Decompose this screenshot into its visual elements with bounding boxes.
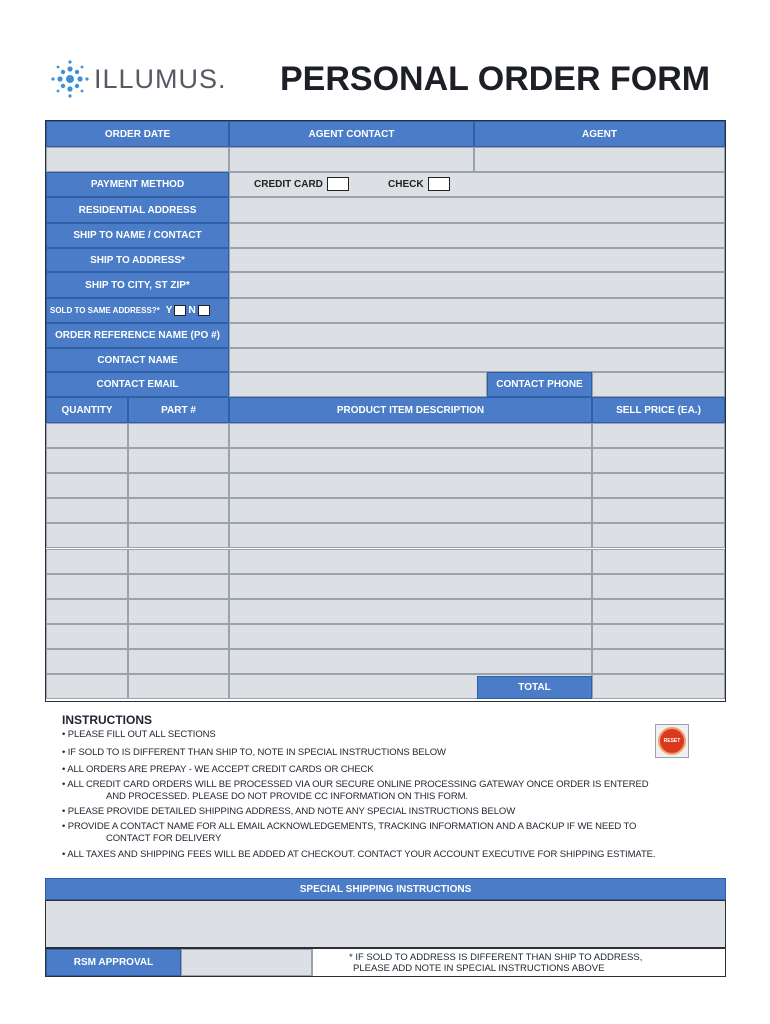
instructions-section: [62, 713, 722, 873]
reset-badge-text: RESET: [663, 738, 681, 744]
description-cell[interactable]: [229, 523, 592, 548]
no-checkbox[interactable]: [198, 305, 210, 316]
instruction-item: • PLEASE PROVIDE DETAILED SHIPPING ADDRESS, AND NOTE ANY SPECIAL INSTRUCTIONS BELOW: [62, 806, 516, 817]
ship-to-address-label: SHIP TO ADDRESS*: [46, 248, 229, 272]
check-checkbox[interactable]: [428, 177, 450, 191]
table-row: [46, 674, 725, 699]
part-number-cell[interactable]: [128, 574, 229, 599]
description-cell[interactable]: [229, 448, 592, 473]
instruction-item-continued: CONTACT FOR DELIVERY: [106, 833, 222, 844]
instruction-item: • ALL CREDIT CARD ORDERS WILL BE PROCESSED VIA OUR SECURE ONLINE PROCESSING GATEWAY ONCE ORDER IS ENTERED: [62, 779, 649, 790]
quantity-cell[interactable]: [46, 549, 128, 574]
order-reference-field[interactable]: [229, 323, 725, 348]
footer-note-line1: * IF SOLD TO ADDRESS IS DIFFERENT THAN SHIP TO ADDRESS,: [349, 952, 643, 963]
special-shipping-field[interactable]: [45, 900, 726, 948]
sold-to-same-text: SOLD TO SAME ADDRESS?*: [50, 306, 160, 315]
quantity-cell[interactable]: [46, 599, 128, 624]
agent-contact-label: AGENT CONTACT: [229, 121, 474, 147]
instruction-item: • IF SOLD TO IS DIFFERENT THAN SHIP TO, NOTE IN SPECIAL INSTRUCTIONS BELOW: [62, 747, 446, 758]
ship-to-city-field[interactable]: [229, 272, 725, 298]
table-row: [46, 624, 725, 649]
sell-price-cell[interactable]: [592, 574, 725, 599]
sell-price-cell[interactable]: [592, 498, 725, 523]
total-label: TOTAL: [477, 676, 592, 699]
brand-logo: [50, 58, 250, 100]
agent-contact-field[interactable]: [229, 147, 474, 172]
contact-email-field[interactable]: [229, 372, 487, 397]
quantity-cell[interactable]: [46, 523, 128, 548]
quantity-header: QUANTITY: [46, 397, 128, 423]
description-cell[interactable]: [229, 498, 592, 523]
instruction-item: • ALL TAXES AND SHIPPING FEES WILL BE ADDED AT CHECKOUT. CONTACT YOUR ACCOUNT EXECUTIVE FOR SHIPPING ESTIMATE.: [62, 849, 656, 860]
order-date-field[interactable]: [46, 147, 229, 172]
check-option[interactable]: [388, 176, 450, 192]
credit-card-option[interactable]: [254, 176, 349, 192]
instruction-item: • PROVIDE A CONTACT NAME FOR ALL EMAIL ACKNOWLEDGEMENTS, TRACKING INFORMATION AND A BACKUP IF WE NEED TO: [62, 821, 637, 832]
part-number-cell[interactable]: [128, 624, 229, 649]
quantity-cell[interactable]: [46, 473, 128, 498]
part-number-cell[interactable]: [128, 599, 229, 624]
check-label: CHECK: [388, 178, 424, 190]
table-row: [46, 523, 725, 548]
ship-to-name-field[interactable]: [229, 223, 725, 248]
table-row: [46, 498, 725, 523]
table-row: [46, 574, 725, 599]
rsm-approval-field[interactable]: [181, 949, 312, 976]
description-header: PRODUCT ITEM DESCRIPTION: [229, 397, 592, 423]
description-cell[interactable]: [229, 423, 592, 448]
reset-button[interactable]: [655, 724, 689, 758]
sell-price-cell[interactable]: [592, 423, 725, 448]
order-reference-label: ORDER REFERENCE NAME (PO #): [46, 323, 229, 348]
logo-dots-icon: [50, 59, 90, 99]
table-row: [46, 549, 725, 574]
quantity-cell[interactable]: [46, 574, 128, 599]
sell-price-cell[interactable]: [592, 549, 725, 574]
special-shipping-label: SPECIAL SHIPPING INSTRUCTIONS: [45, 878, 726, 900]
table-row: [46, 649, 725, 674]
order-date-label: ORDER DATE: [46, 121, 229, 147]
table-row: [46, 599, 725, 624]
part-number-cell[interactable]: [128, 473, 229, 498]
contact-phone-field[interactable]: [592, 372, 725, 397]
part-number-cell[interactable]: [128, 523, 229, 548]
contact-email-label: CONTACT EMAIL: [46, 372, 229, 397]
part-number-cell[interactable]: [128, 423, 229, 448]
contact-name-label: CONTACT NAME: [46, 348, 229, 372]
sold-to-same-label: [46, 298, 229, 323]
yes-checkbox[interactable]: [174, 305, 186, 316]
brand-name: ILLUMUS.: [94, 63, 227, 94]
quantity-cell[interactable]: [46, 624, 128, 649]
residential-address-field[interactable]: [229, 197, 725, 223]
sell-price-cell[interactable]: [592, 473, 725, 498]
item-rows: [46, 423, 725, 698]
description-cell[interactable]: [229, 624, 592, 649]
part-number-cell[interactable]: [128, 649, 229, 674]
ship-to-name-label: SHIP TO NAME / CONTACT: [46, 223, 229, 248]
table-row: [46, 448, 725, 473]
quantity-cell[interactable]: [46, 649, 128, 674]
agent-field[interactable]: [474, 147, 725, 172]
table-row: [46, 423, 725, 448]
description-cell[interactable]: [229, 473, 592, 498]
contact-name-field[interactable]: [229, 348, 725, 372]
description-cell[interactable]: [229, 599, 592, 624]
ship-to-city-label: SHIP TO CITY, ST ZIP*: [46, 272, 229, 298]
quantity-cell[interactable]: [46, 448, 128, 473]
no-label: N: [188, 305, 196, 316]
quantity-cell[interactable]: [46, 674, 128, 699]
part-number-cell[interactable]: [128, 674, 229, 699]
footer-note: [312, 949, 725, 976]
agent-label: AGENT: [474, 121, 725, 147]
sell-price-cell[interactable]: [592, 649, 725, 674]
credit-card-label: CREDIT CARD: [254, 178, 323, 190]
page-title: PERSONAL ORDER FORM: [280, 60, 711, 98]
sell-price-cell[interactable]: [592, 674, 725, 699]
quantity-cell[interactable]: [46, 498, 128, 523]
yes-label: Y: [165, 305, 173, 316]
credit-card-checkbox[interactable]: [327, 177, 349, 191]
residential-address-label: RESIDENTIAL ADDRESS: [46, 197, 229, 223]
instruction-item-continued: AND PROCESSED. PLEASE DO NOT PROVIDE CC INFORMATION ON THIS FORM.: [106, 791, 468, 802]
contact-phone-label: CONTACT PHONE: [487, 372, 592, 397]
instructions-heading: INSTRUCTIONS: [62, 713, 152, 727]
part-number-cell[interactable]: [128, 549, 229, 574]
payment-method-label: PAYMENT METHOD: [46, 172, 229, 197]
description-cell[interactable]: [229, 549, 592, 574]
part-number-cell[interactable]: [128, 448, 229, 473]
sold-to-same-field: [229, 298, 725, 323]
sell-price-header: SELL PRICE (EA.): [592, 397, 725, 423]
ship-to-address-field[interactable]: [229, 248, 725, 272]
part-number-cell[interactable]: [128, 498, 229, 523]
reset-icon: [658, 727, 686, 755]
description-cell[interactable]: [229, 649, 592, 674]
sell-price-cell[interactable]: [592, 523, 725, 548]
description-cell[interactable]: [229, 574, 592, 599]
table-row: [46, 473, 725, 498]
rsm-approval-label: RSM APPROVAL: [46, 949, 181, 976]
instruction-item: • ALL ORDERS ARE PREPAY - WE ACCEPT CREDIT CARDS OR CHECK: [62, 764, 374, 775]
sell-price-cell[interactable]: [592, 624, 725, 649]
footer-note-line2: PLEASE ADD NOTE IN SPECIAL INSTRUCTIONS ABOVE: [353, 963, 605, 974]
part-number-header: PART #: [128, 397, 229, 423]
sell-price-cell[interactable]: [592, 448, 725, 473]
quantity-cell[interactable]: [46, 423, 128, 448]
sell-price-cell[interactable]: [592, 599, 725, 624]
instruction-item: • PLEASE FILL OUT ALL SECTIONS: [62, 729, 216, 740]
